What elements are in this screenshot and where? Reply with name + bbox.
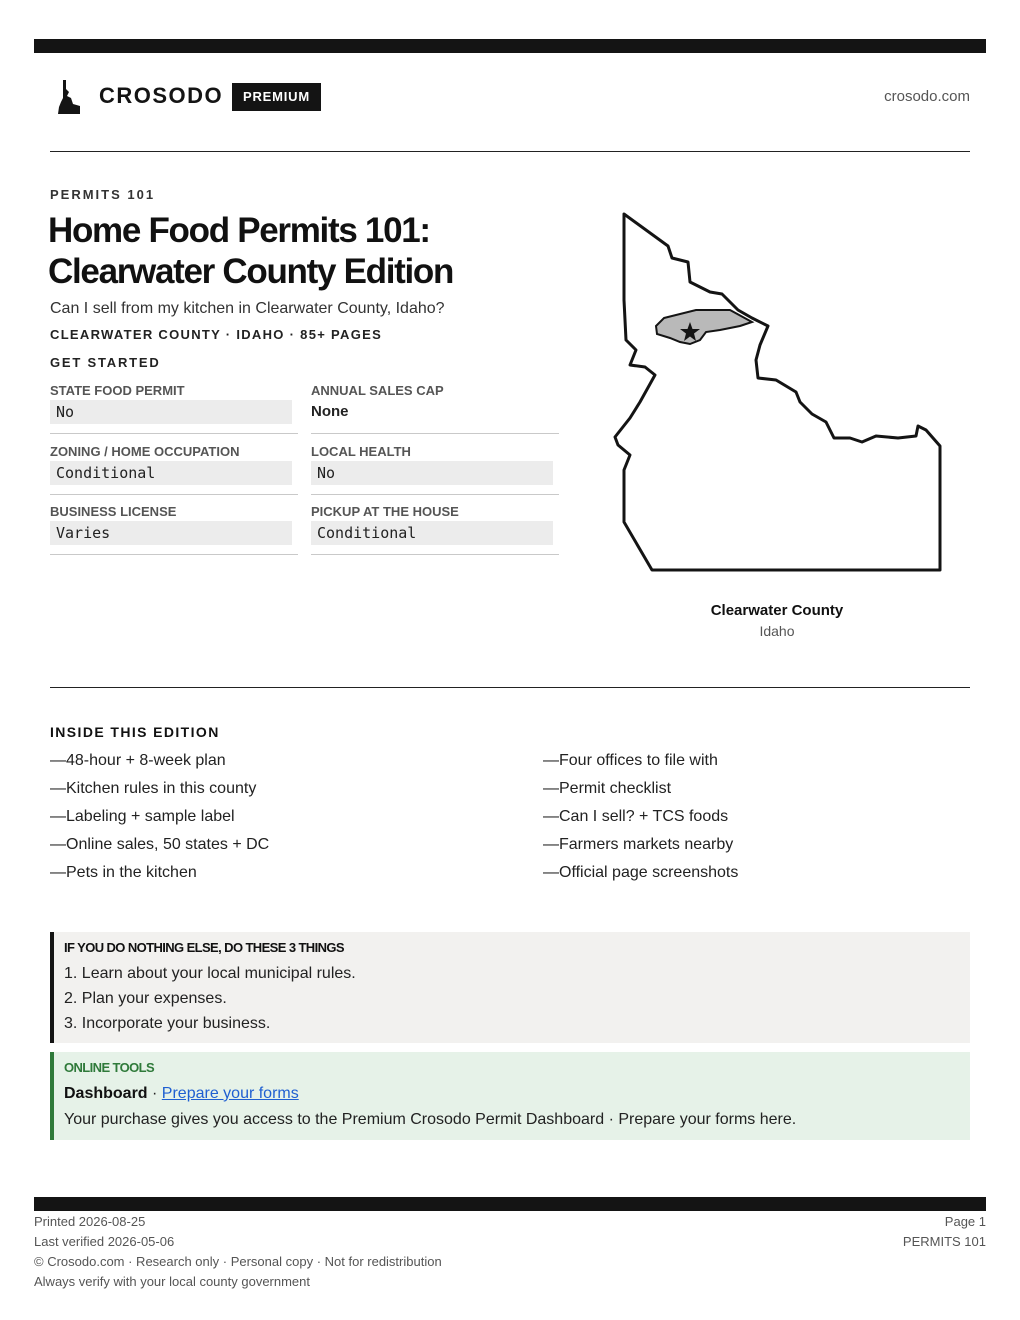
- permit-state-food: [50, 383, 298, 434]
- permit-label: BUSINESS LICENSE: [50, 504, 177, 519]
- permit-value: None: [311, 403, 349, 420]
- permit-local-health: [311, 444, 559, 495]
- permit-value: No: [311, 461, 553, 485]
- permit-value: No: [50, 400, 292, 424]
- section-kicker: PERMITS 101: [50, 187, 156, 202]
- toc-item: —Kitchen rules in this county: [50, 780, 257, 797]
- top-bar: [34, 39, 986, 53]
- permit-label: STATE FOOD PERMIT: [50, 383, 185, 398]
- permit-label: ZONING / HOME OCCUPATION: [50, 444, 240, 459]
- map-county-label: Clearwater County: [710, 602, 844, 619]
- tools-heading: ONLINE TOOLS: [64, 1060, 155, 1075]
- toc-item: —48-hour + 8-week plan: [50, 752, 226, 769]
- edition-meta: CLEARWATER COUNTY · IDAHO · 85+ PAGES: [50, 327, 383, 342]
- page-number: Page 1: [944, 1214, 986, 1229]
- permit-label: PICKUP AT THE HOUSE: [311, 504, 459, 519]
- copyright: © Crosodo.com · Research only · Personal copy · Not for redistribution: [34, 1254, 442, 1269]
- disclaimer: Always verify with your local county government: [34, 1274, 311, 1289]
- permit-pickup: [311, 504, 559, 555]
- footer-right: [903, 1212, 986, 1252]
- dashboard-label: Dashboard: [64, 1085, 148, 1102]
- prepare-forms-link[interactable]: Prepare your forms: [161, 1085, 299, 1102]
- verified-date: Last verified 2026-05-06: [34, 1234, 175, 1249]
- bottom-bar: [34, 1197, 986, 1211]
- callout-item: 2. Plan your expenses.: [64, 990, 227, 1007]
- idaho-state-outline: [615, 214, 940, 570]
- toc-item: —Pets in the kitchen: [50, 864, 197, 881]
- permit-annual-sales-cap: [311, 383, 559, 434]
- permit-label: ANNUAL SALES CAP: [311, 383, 444, 398]
- idaho-county-map: [600, 205, 960, 585]
- tools-description: Your purchase gives you access to the Premium Crosodo Permit Dashboard · Prepare your forms here.: [64, 1111, 797, 1128]
- callout-heading: IF YOU DO NOTHING ELSE, DO THESE 3 THINGS: [64, 940, 344, 955]
- tools-separator: ·: [147, 1085, 162, 1102]
- permit-zoning: [50, 444, 298, 495]
- permit-business-license: [50, 504, 298, 555]
- permit-value: Conditional: [311, 521, 553, 545]
- footer-section: PERMITS 101: [902, 1234, 986, 1249]
- toc-item: —Farmers markets nearby: [543, 836, 734, 853]
- callout-list: [64, 963, 356, 1038]
- header: [50, 78, 970, 118]
- page-subtitle: Can I sell from my kitchen in Clearwater County, Idaho?: [50, 300, 445, 317]
- idaho-state-silhouette-icon: [58, 80, 80, 114]
- printed-date: Printed 2026-08-25: [34, 1214, 146, 1229]
- toc-item: —Four offices to file with: [543, 752, 718, 769]
- page-title: [48, 210, 453, 292]
- callout-item: 1. Learn about your local municipal rules.: [64, 965, 356, 982]
- title-line-1: Home Food Permits 101:: [48, 211, 430, 250]
- toc-right-column: [543, 750, 738, 890]
- callout-item: 3. Incorporate your business.: [64, 1015, 271, 1032]
- header-divider: [50, 151, 970, 152]
- get-started-heading: GET STARTED: [50, 355, 161, 370]
- toc-item: —Official page screenshots: [543, 864, 739, 881]
- premium-badge: PREMIUM: [232, 83, 321, 111]
- three-things-callout: [50, 932, 970, 1043]
- toc-left-column: [50, 750, 269, 890]
- toc-item: —Online sales, 50 states + DC: [50, 836, 270, 853]
- tools-dashboard-line: [64, 1085, 299, 1103]
- permit-value: Conditional: [50, 461, 292, 485]
- toc-item: —Permit checklist: [543, 780, 672, 797]
- brand-name: CROSODO: [99, 83, 224, 108]
- site-url[interactable]: crosodo.com: [884, 88, 970, 105]
- toc-heading: INSIDE THIS EDITION: [50, 724, 220, 740]
- title-line-2: Clearwater County Edition: [48, 252, 454, 291]
- map-state-label: Idaho: [759, 623, 795, 639]
- footer-left: [34, 1212, 442, 1292]
- online-tools-box: [50, 1052, 970, 1140]
- section-divider: [50, 687, 970, 688]
- toc-item: —Can I sell? + TCS foods: [543, 808, 729, 825]
- permit-value: Varies: [50, 521, 292, 545]
- permit-label: LOCAL HEALTH: [311, 444, 411, 459]
- toc-item: —Labeling + sample label: [50, 808, 235, 825]
